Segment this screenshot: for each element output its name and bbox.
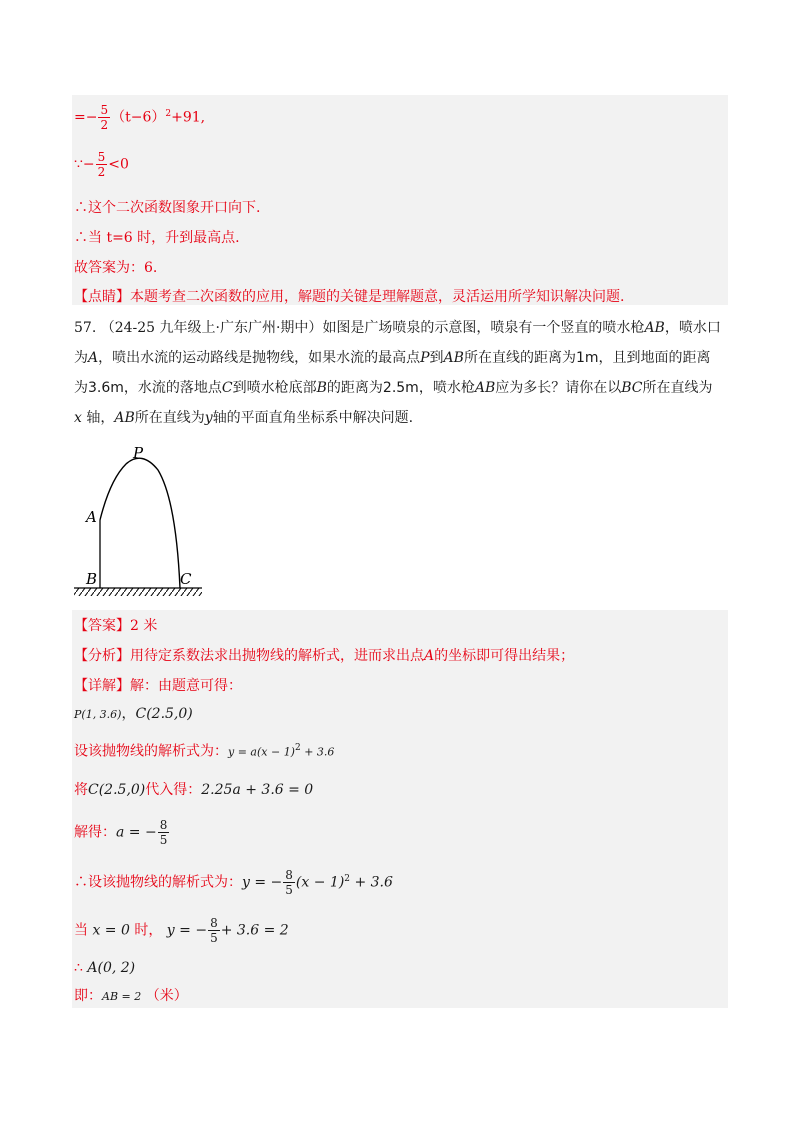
label-p: P — [133, 444, 144, 462]
problem-line-2: 为A，喷出水流的运动路线是抛物线，如果水流的最高点P到AB所在直线的距离为1m，且到地面的距离 — [74, 350, 711, 366]
points-line: P(1, 3.6)，C(2.5,0) — [74, 706, 193, 722]
conclusion-line: 即：AB = 2 （米） — [74, 988, 188, 1004]
answer-line: 【答案】2 米 — [74, 618, 158, 634]
prev-line-6: 【点睛】本题考查二次函数的应用，解题的关键是理解题意，灵活运用所学知识解决问题. — [74, 289, 625, 305]
answer-block — [72, 610, 728, 1008]
prev-line-1: =− $\frac{5}{2}$ $(t-6)^2+91$, — [74, 103, 206, 132]
problem-line-4: x 轴，AB所在直线为y轴的平面直角坐标系中解决问题. — [74, 410, 414, 426]
problem-line-3: 为3.6m，水流的落地点C到喷水枪底部B的距离为2.5m，喷水枪AB应为多长？请你在以BC所在直线为 — [74, 380, 713, 396]
analysis-line: 【分析】用待定系数法求出抛物线的解析式，进而求出点A的坐标即可得出结果； — [74, 648, 575, 664]
prev-line-4: ∴当 t=6 时，升到最高点. — [74, 230, 240, 246]
detail-line: 【详解】解：由题意可得： — [74, 678, 242, 694]
prev-line-3: ∴这个二次函数图象开口向下. — [74, 200, 261, 216]
label-c: C — [180, 570, 192, 588]
fraction: $\frac{8}{5}$ — [159, 818, 168, 847]
point-a-line: ∴ A(0, 2) — [74, 960, 136, 976]
set-line: 设该抛物线的解析式为：$y = a(x - 1)^2 + 3.6$ — [74, 743, 335, 760]
substitute-line: 将C(2.5,0)代入得：2.25a + 3.6 = 0 — [74, 782, 314, 798]
problem-line-1: 57. （24-25 九年级上·广东广州·期中）如图是广场喷泉的示意图，喷泉有一个竖直的喷水枪AB，喷水口 — [74, 320, 721, 336]
water-parabola — [100, 458, 180, 588]
prev-line-5: 故答案为：6. — [74, 260, 158, 276]
fraction: $\frac{8}{5}$ — [210, 916, 218, 945]
when-line: 当 x = 0 时， y = − $\frac{8}{5}$ + 3.6 = 2 — [74, 916, 289, 945]
solve-line: 解得：a = − $\frac{8}{5}$ — [74, 818, 168, 847]
fountain-diagram — [70, 440, 210, 600]
final-formula-line: ∴设该抛物线的解析式为：y = − $\frac{8}{5}$ $(x - 1)^2 + 3.6$ — [74, 868, 393, 897]
label-b: B — [86, 570, 98, 588]
fraction: $\frac{5}{2}$ — [100, 103, 109, 132]
label-a: A — [86, 508, 97, 526]
ground-hatching — [74, 588, 202, 596]
prev-line-2: ∵− $\frac{5}{2}$ <0 — [74, 150, 129, 179]
fraction: $\frac{8}{5}$ — [285, 868, 293, 897]
fraction: $\frac{5}{2}$ — [97, 150, 106, 179]
